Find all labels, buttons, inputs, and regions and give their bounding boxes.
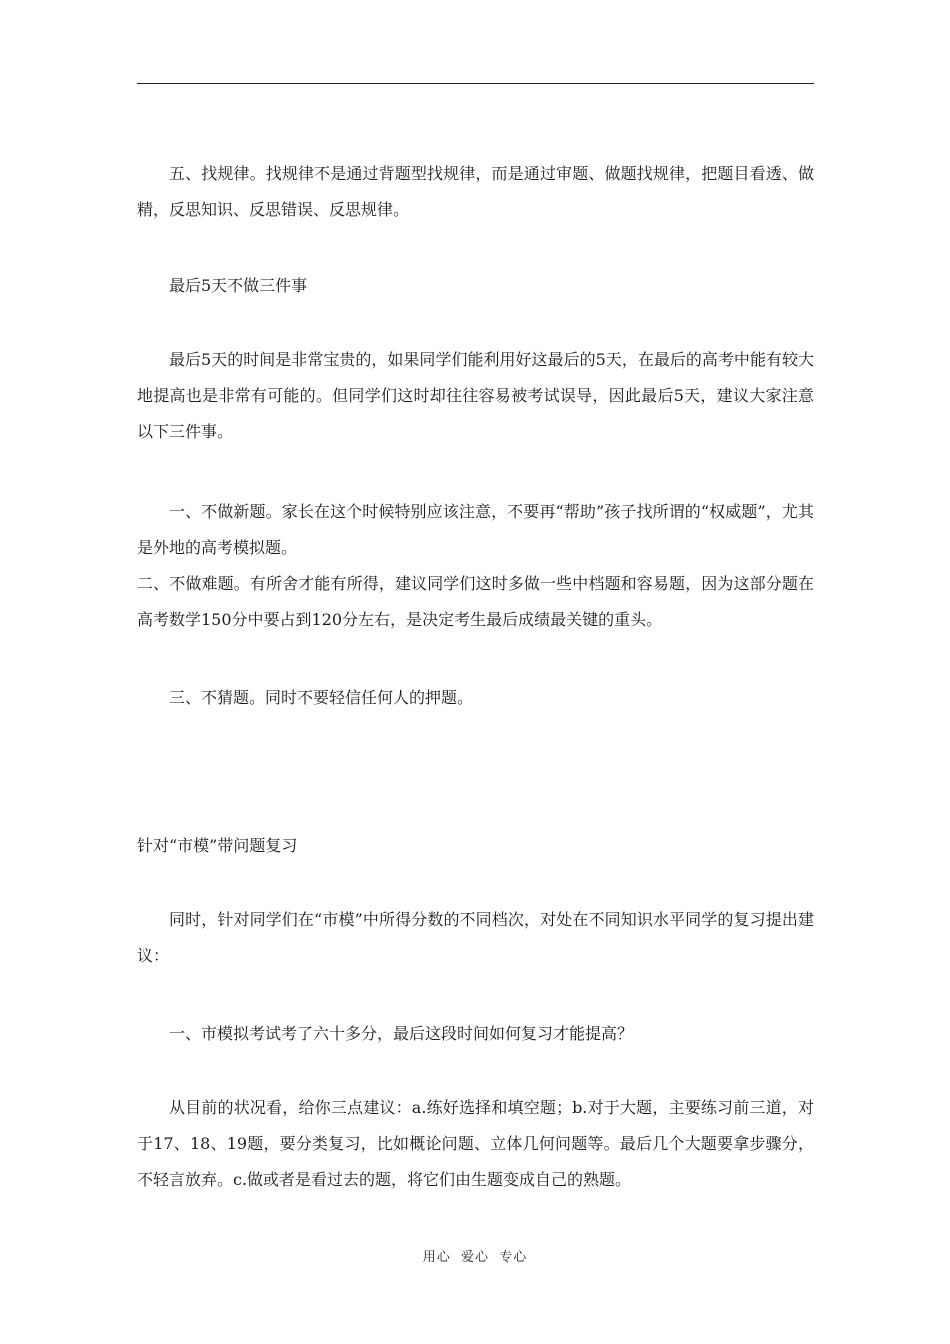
paragraph-question-sixty-points: 一、市模拟考试考了六十多分，最后这段时间如何复习才能提高？ — [169, 1024, 634, 1043]
paragraph-no-new-problems: 一、不做新题。家长在这个时候特别应该注意，不要再“帮助”孩子找所谓的“权威题”，尤其是外地的高考模拟题。 — [137, 502, 814, 557]
paragraph-last-five-days-intro: 最后5天的时间是非常宝贵的，如果同学们能利用好这最后的5天，在最后的高考中能有较大地提高也是非常有可能的。但同学们这时却往往容易被考试误导，因此最后5天，建议大家注意以下三件事。 — [137, 350, 814, 441]
paragraph-three-suggestions: 从目前的状况看，给你三点建议：a.练好选择和填空题；b.对于大题，主要练习前三道，对于17、18、19题，要分类复习，比如概论问题、立体几何问题等。最后几个大题要拿步骤分，不轻言放弃。c.做或者是看过去的题，将它们由生题变成自己的熟题。 — [137, 1098, 814, 1189]
page-footer: 用心 爱心 专心 — [422, 1250, 528, 1265]
paragraph-mock-exam-intro: 同时，针对同学们在“市模”中所得分数的不同档次，对处在不同知识水平同学的复习提出建议： — [137, 910, 814, 965]
header-rule — [137, 83, 814, 84]
section-heading-mock-exam-review: 针对“市模”带问题复习 — [137, 836, 298, 855]
paragraph-find-patterns: 五、找规律。找规律不是通过背题型找规律，而是通过审题、做题找规律，把题目看透、做精，反思知识、反思错误、反思规律。 — [137, 164, 814, 219]
section-heading-last-five-days: 最后5天不做三件事 — [169, 276, 308, 295]
paragraph-no-guessing: 三、不猜题。同时不要轻信任何人的押题。 — [169, 688, 474, 707]
paragraph-no-hard-problems: 二、不做难题。有所舍才能有所得，建议同学们这时多做一些中档题和容易题，因为这部分题在高考数学150分中要占到120分左右，是决定考生最后成绩最关键的重头。 — [137, 574, 814, 629]
